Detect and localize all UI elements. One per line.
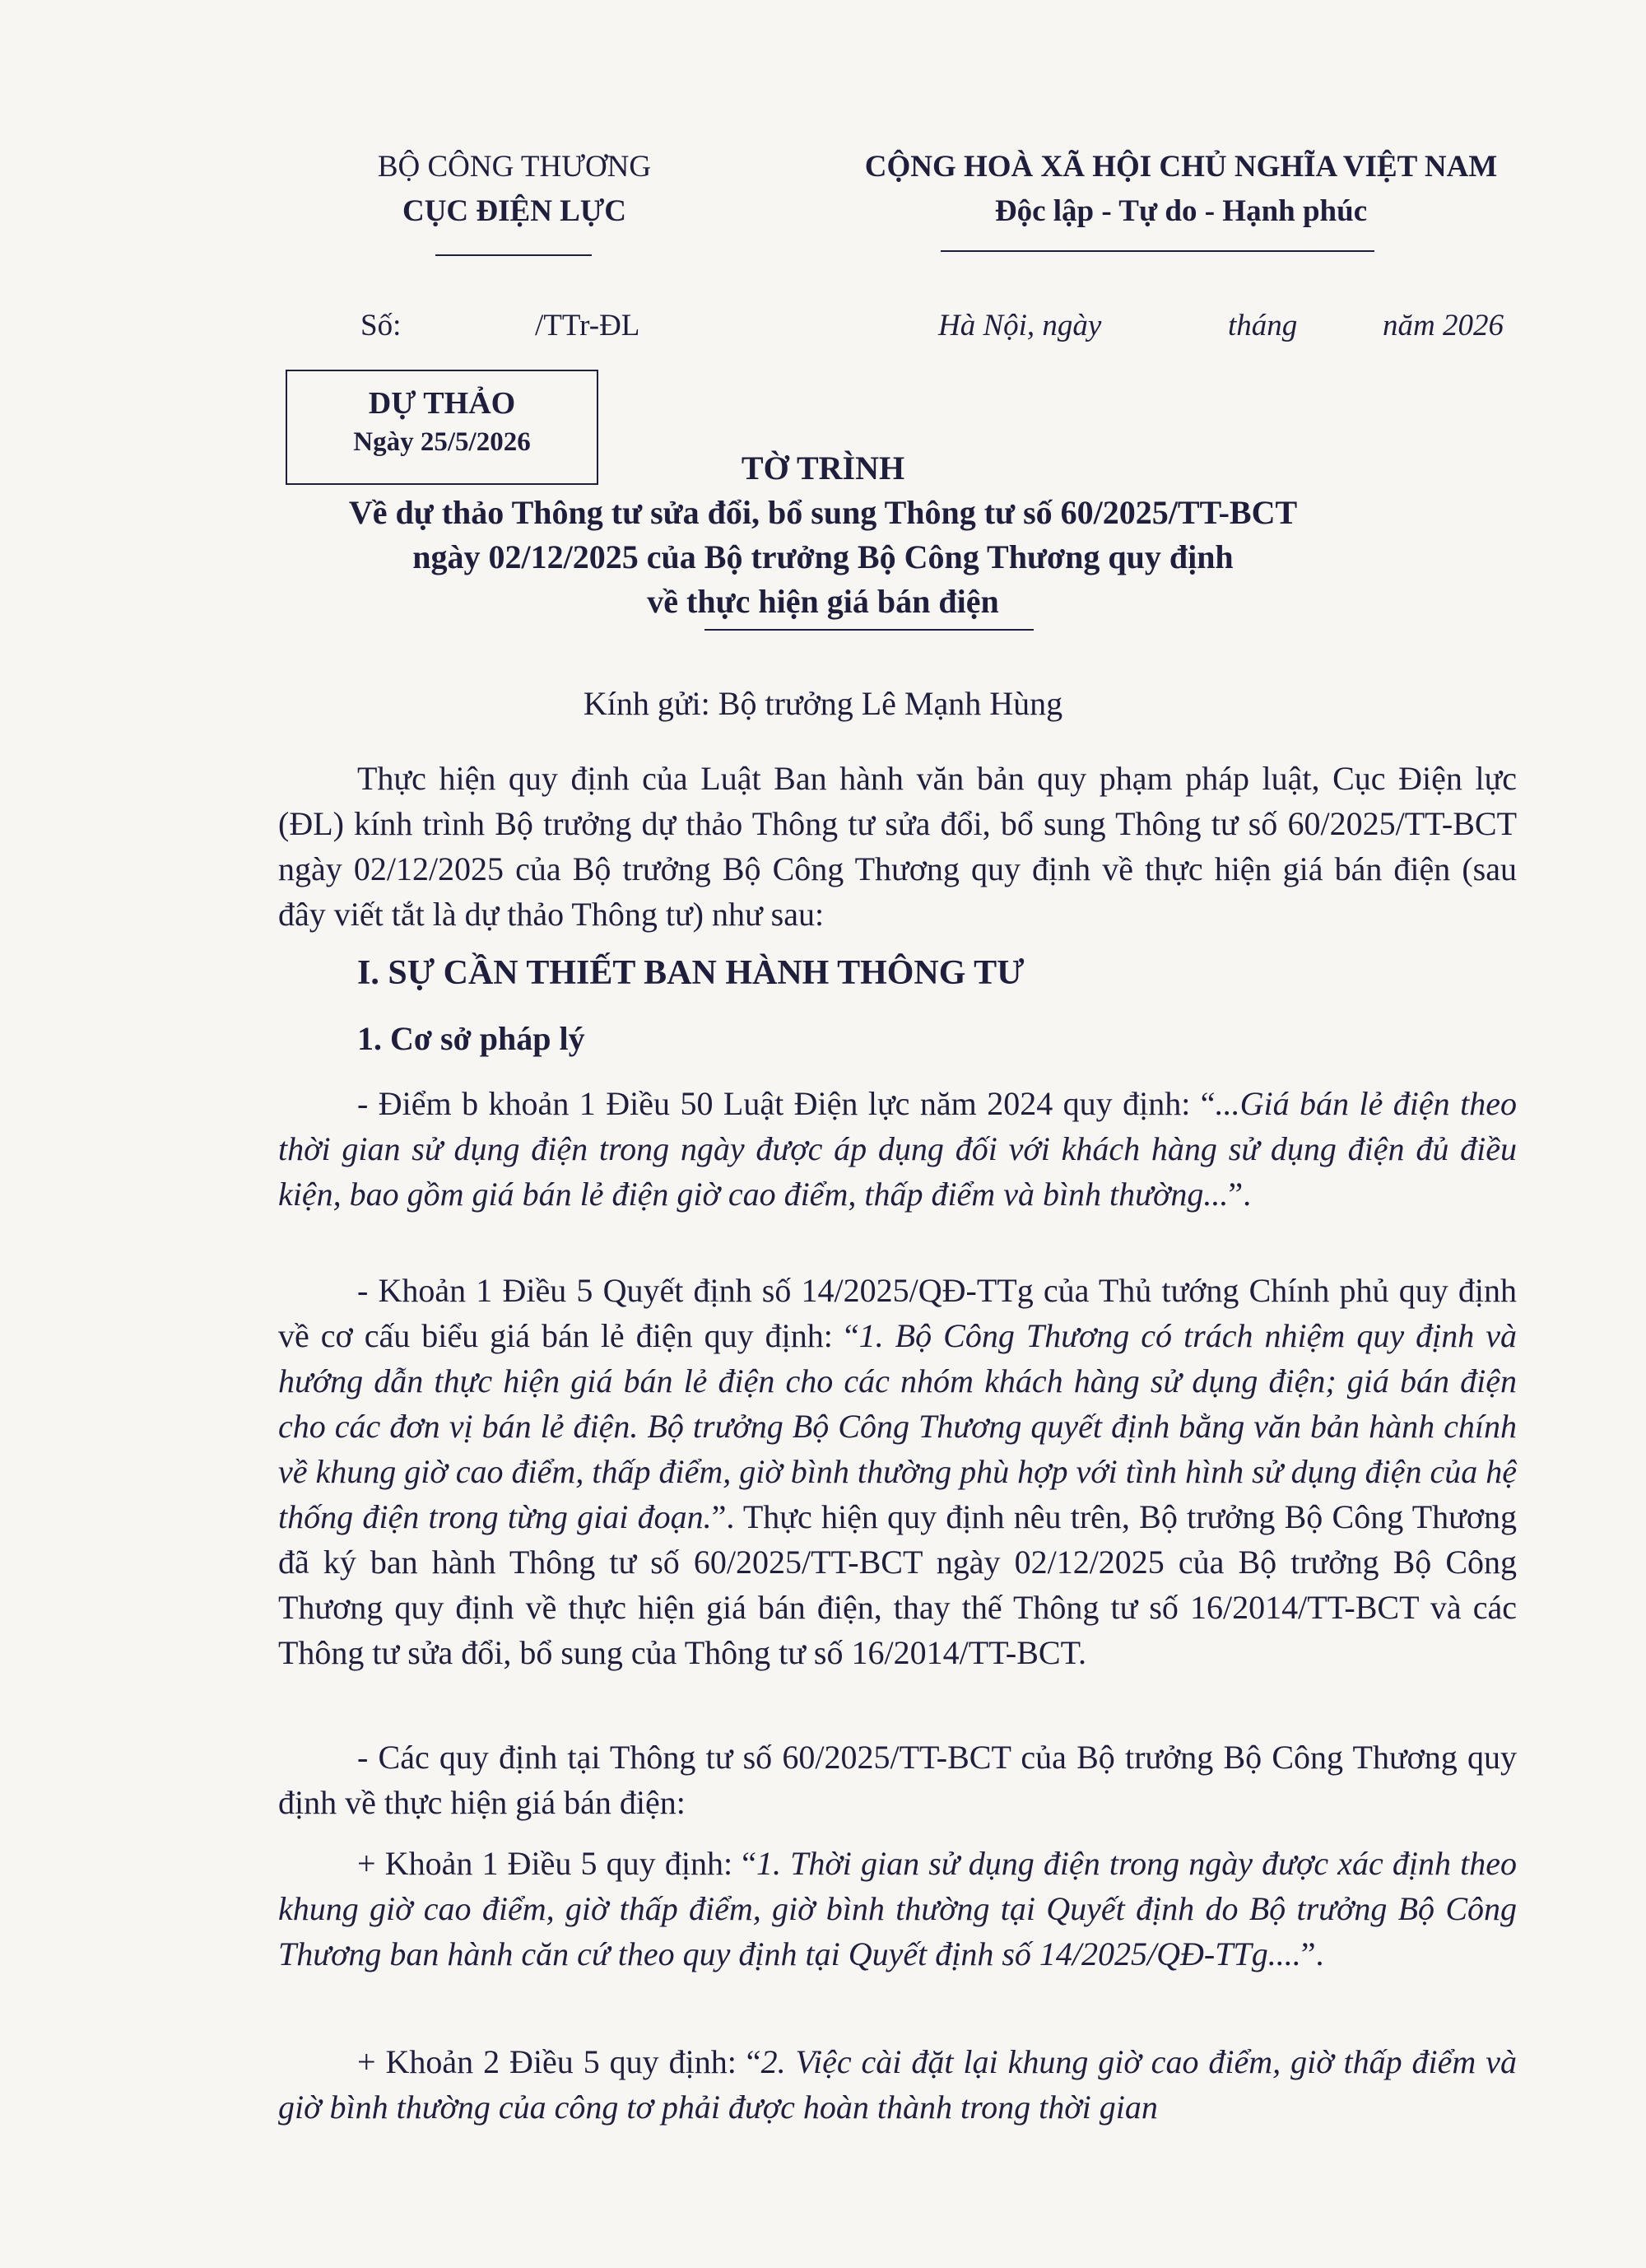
national-motto: Độc lập - Tự do - Hạnh phúc <box>994 194 1368 228</box>
intro-text: Thực hiện quy định của Luật Ban hành văn bản quy phạm pháp luật, Cục Điện lực (ĐL) kính trình Bộ trưởng dự thảo Thông tư sửa đổi, bổ sung Thông tư số 60/2025/TT-BCT ngày 02/12/2025 của Bộ trưởng Bộ Công Thương quy định về thực hiện giá bán điện (sau đây viết tắt là dự thảo Thông tư) như sau: <box>278 760 1517 933</box>
legal-basis-paragraph-5 <box>278 2039 1517 2130</box>
agency-name: CỤC ĐIỆN LỰC <box>402 194 627 228</box>
title-line-3: về thực hiện giá bán điện <box>647 583 999 620</box>
agency-underline <box>435 254 592 256</box>
recipient: Kính gửi: Bộ trưởng Lê Mạnh Hùng <box>583 685 1063 722</box>
para4-lead: + Khoản 1 Điều 5 quy định: “ <box>357 1845 756 1882</box>
draft-date: Ngày 25/5/2026 <box>353 427 531 457</box>
title-line-2: ngày 02/12/2025 của Bộ trưởng Bộ Công Thương quy định <box>412 538 1234 575</box>
legal-basis-paragraph-3 <box>278 1735 1517 1825</box>
legal-basis-paragraph-1 <box>278 1081 1517 1217</box>
intro-paragraph <box>278 756 1517 937</box>
ministry-name: BỘ CÔNG THƯƠNG <box>377 150 652 184</box>
para2-quote: 1. Bộ Công Thương có trách nhiệm quy định và hướng dẫn thực hiện giá bán lẻ điện cho các nhóm khách hàng sử dụng điện; giá bán điện cho các đơn vị bán lẻ điện. Bộ trưởng Bộ Công Thương quyết định bằng văn bản hành chính về khung giờ cao điểm, thấp điểm, giờ bình thường phù hợp với tình hình sử dụng điện của hệ thống điện trong từng giai đoạn. <box>278 1317 1517 1535</box>
title-underline <box>704 629 1034 631</box>
para1-lead: - Điểm b khoản 1 Điều 50 Luật Điện lực năm 2024 quy định: “ <box>357 1085 1216 1122</box>
place-date: Hà Nội, ngày <box>938 309 1102 342</box>
para1-quote: ...Giá bán lẻ điện theo thời gian sử dụng điện trong ngày được áp dụng đối với khách hàng sử dụng điện đủ điều kiện, bao gồm giá bán lẻ điện giờ cao điểm, thấp điểm và bình thường... <box>278 1085 1517 1213</box>
para5-lead: + Khoản 2 Điều 5 quy định: “ <box>357 2043 761 2080</box>
month-label: tháng <box>1228 309 1298 342</box>
para2-tail: ”. Thực hiện quy định nêu trên, Bộ trưởng Bộ Công Thương đã ký ban hành Thông tư số 60/2025/TT-BCT ngày 02/12/2025 của Bộ trưởng Bộ Công Thương quy định về thực hiện giá bán điện, thay thế Thông tư số 16/2014/TT-BCT và các Thông tư sửa đổi, bổ sung của Thông tư số 16/2014/TT-BCT. <box>278 1498 1517 1671</box>
section-heading: I. SỰ CẦN THIẾT BAN HÀNH THÔNG TƯ <box>357 954 1025 992</box>
motto-underline <box>941 250 1374 252</box>
legal-basis-paragraph-4 <box>278 1841 1517 1977</box>
document-number-label: Số: <box>360 309 402 342</box>
title-line-1: Về dự thảo Thông tư sửa đổi, bổ sung Thông tư số 60/2025/TT-BCT <box>348 494 1298 531</box>
subsection-heading: 1. Cơ sở pháp lý <box>357 1020 585 1057</box>
para2-lead: - Khoản 1 Điều 5 Quyết định số 14/2025/QĐ-TTg của Thủ tướng Chính phủ quy định về cơ cấu biểu giá bán lẻ điện quy định: “ <box>278 1272 1517 1354</box>
document-title: TỜ TRÌNH <box>741 449 905 487</box>
para4-tail: ”. <box>1300 1935 1324 1972</box>
para1-tail: ”. <box>1228 1176 1252 1213</box>
document-number-suffix: /TTr-ĐL <box>535 309 640 342</box>
legal-basis-paragraph-2 <box>278 1268 1517 1675</box>
para4-quote: 1. Thời gian sử dụng điện trong ngày được xác định theo khung giờ cao điểm, giờ thấp điểm, giờ bình thường tại Quyết định do Bộ trưởng Bộ Công Thương ban hành căn cứ theo quy định tại Quyết định số 14/2025/QĐ-TTg.... <box>278 1845 1517 1972</box>
para3-text: - Các quy định tại Thông tư số 60/2025/TT-BCT của Bộ trưởng Bộ Công Thương quy định về thực hiện giá bán điện: <box>278 1739 1517 1821</box>
draft-label: DỰ THẢO <box>368 386 516 421</box>
year-label: năm 2026 <box>1383 309 1504 342</box>
para5-quote: 2. Việc cài đặt lại khung giờ cao điểm, giờ thấp điểm và giờ bình thường của công tơ phải được hoàn thành trong thời gian <box>278 2043 1517 2126</box>
country-name: CỘNG HOÀ XÃ HỘI CHỦ NGHĨA VIỆT NAM <box>864 150 1498 184</box>
